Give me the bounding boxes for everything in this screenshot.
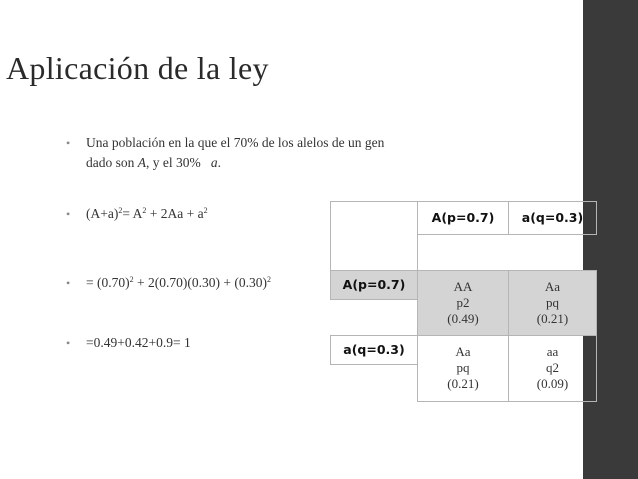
eq-part: + 2Aa + a (146, 206, 204, 221)
exponent: 2 (266, 275, 271, 284)
col-header-a: a(q=0.3) (508, 201, 597, 235)
bullet-line-2-pre: dado son (86, 155, 138, 170)
frequency: (0.21) (536, 311, 569, 326)
eq-part: (A+a) (86, 206, 119, 221)
row-header-A: A(p=0.7) (330, 270, 418, 300)
expression: pq (456, 360, 470, 375)
bullet-dot: • (66, 336, 71, 350)
col-header-A: A(p=0.7) (417, 201, 509, 235)
exponent: 2 (118, 206, 123, 215)
slide-title: Aplicación de la ley (6, 50, 269, 86)
cell-Aa-top (508, 270, 597, 336)
eq-part: = (0.70) (86, 275, 130, 290)
bullet-dot: • (66, 276, 71, 290)
bullet-line-1: Una población en la que el 70% de los alelos de un gen (86, 135, 385, 150)
bullet-text (86, 273, 271, 293)
table-corner-cell (330, 201, 418, 271)
cell-Aa-bottom (417, 335, 509, 402)
exponent: 2 (142, 206, 147, 215)
frequency: (0.21) (447, 376, 479, 391)
expression: q2 (546, 360, 559, 375)
row-header-a: a(q=0.3) (330, 335, 418, 365)
genotype: aa (546, 344, 559, 359)
genotype: AA (453, 279, 473, 294)
expression: pq (546, 295, 559, 310)
bullet-dot: • (66, 136, 71, 150)
genotype: Aa (455, 344, 471, 359)
sidebar-bar (583, 0, 638, 479)
frequency: (0.09) (536, 376, 569, 391)
expression: p2 (456, 295, 470, 310)
cell-AA (417, 270, 509, 336)
bullet-text (86, 204, 208, 224)
bullet-text (86, 133, 384, 173)
exponent: 2 (203, 206, 208, 215)
eq-part: + 2(0.70)(0.30) + (0.30) (133, 275, 267, 290)
frequency: (0.49) (447, 311, 479, 326)
genotype: Aa (544, 279, 561, 294)
allele-a: a (210, 155, 218, 170)
cell-aa (508, 335, 597, 402)
bullet-text: =0.49+0.42+0.9= 1 (86, 335, 191, 350)
bullet-line-2-mid: , y el 30% (146, 155, 211, 170)
eq-part: = A (122, 206, 143, 221)
allele-A: A (137, 155, 146, 170)
exponent: 2 (129, 275, 134, 284)
bullet-dot: • (66, 207, 71, 221)
bullet-line-2-end: . (217, 155, 221, 170)
